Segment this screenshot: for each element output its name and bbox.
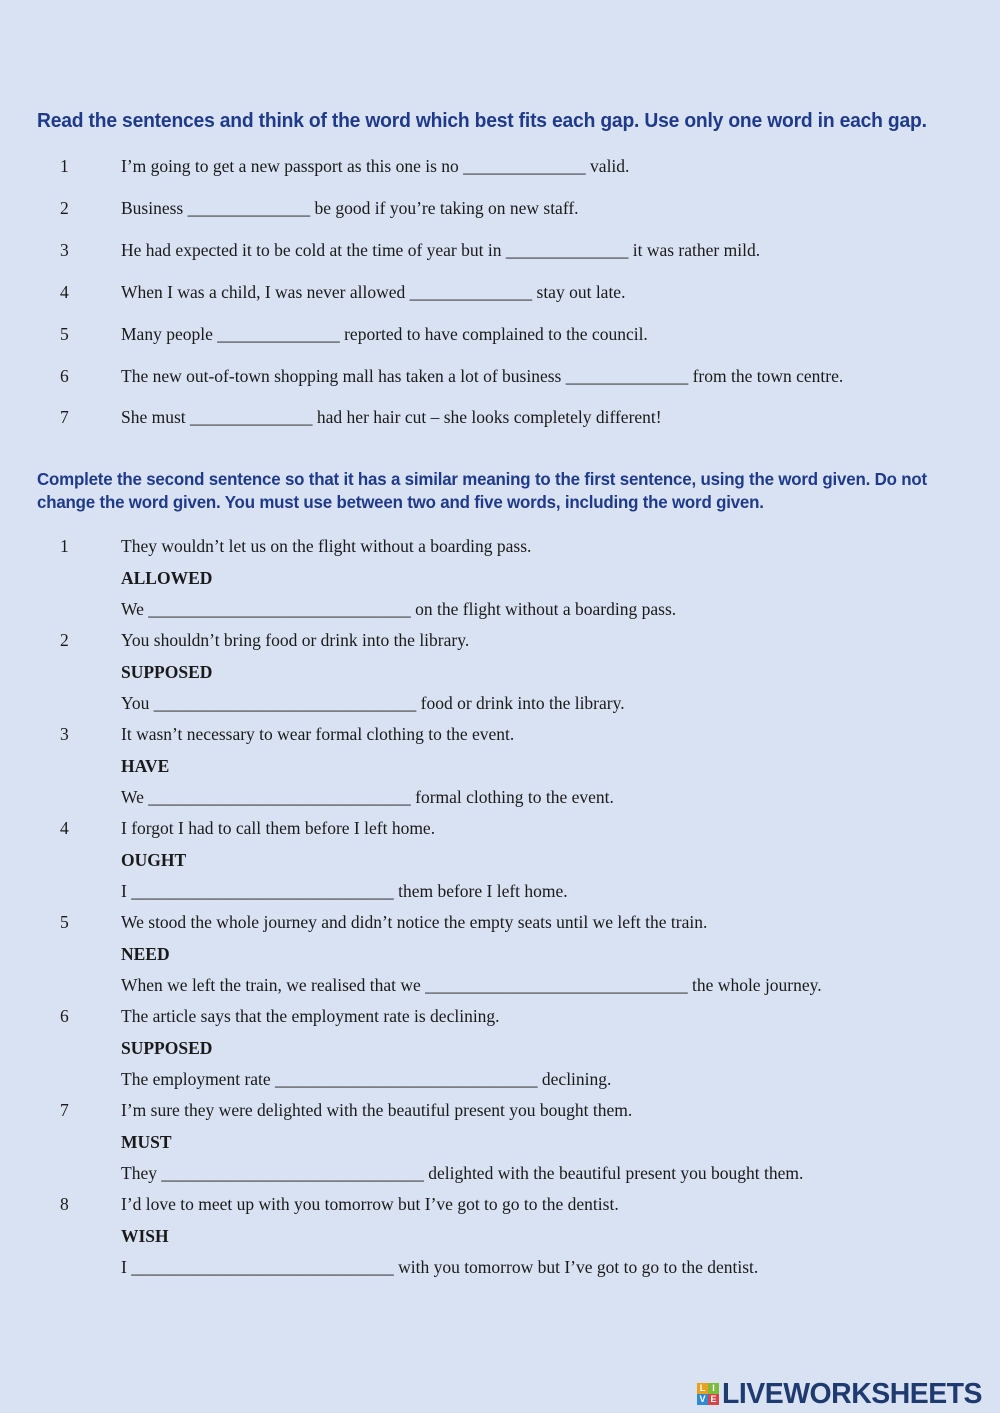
part2-item-keyword — [0, 754, 1000, 778]
item-number: 2 — [60, 630, 69, 650]
part2-instruction: Complete the second sentence so that it has a similar meaning to the first sentence, using the word given. Do not change the word given. You must use between two and five words, including the word given. — [37, 469, 927, 512]
rewrite-sentence: We ______________________________ formal clothing to the event. — [121, 787, 614, 807]
keyword: WISH — [121, 1226, 169, 1246]
item-number: 3 — [60, 724, 69, 744]
logo-letter: V — [697, 1394, 708, 1405]
keyword: SUPPOSED — [121, 1038, 213, 1058]
item-number: 6 — [60, 366, 69, 386]
rewrite-sentence: I ______________________________ them before I left home. — [121, 881, 568, 901]
keyword: SUPPOSED — [121, 662, 213, 682]
liveworksheets-logo — [697, 1378, 987, 1410]
logo-letter: I — [708, 1383, 719, 1394]
original-sentence: The article says that the employment rate is declining. — [121, 1006, 500, 1026]
liveworksheets-logo-icon — [697, 1383, 719, 1405]
keyword: HAVE — [121, 756, 170, 776]
logo-letter: L — [697, 1383, 708, 1394]
item-text: When I was a child, I was never allowed ______________ stay out late. — [121, 282, 626, 302]
item-number: 4 — [60, 818, 69, 838]
part2-item-sentence — [0, 1004, 1000, 1028]
original-sentence: It wasn’t necessary to wear formal clothing to the event. — [121, 724, 515, 744]
part2-item-sentence — [0, 816, 1000, 840]
part2-item-rewrite — [0, 1255, 1000, 1279]
part1-item — [0, 196, 1000, 220]
part2-item-rewrite — [0, 597, 1000, 621]
part2-item-sentence — [0, 722, 1000, 746]
rewrite-sentence: They ______________________________ delighted with the beautiful present you bought them. — [121, 1163, 804, 1183]
part2-item-keyword — [0, 942, 1000, 966]
item-number: 3 — [60, 240, 69, 260]
item-text: I’m going to get a new passport as this one is no ______________ valid. — [121, 156, 630, 176]
part1-item — [0, 405, 1000, 429]
part2-item-sentence — [0, 1192, 1000, 1216]
rewrite-sentence: We ______________________________ on the flight without a boarding pass. — [121, 599, 677, 619]
part2-item-rewrite — [0, 785, 1000, 809]
logo-text: LIVEWORKSHEETS — [722, 1377, 983, 1410]
item-number: 8 — [60, 1194, 69, 1214]
item-number: 2 — [60, 198, 69, 218]
item-number: 6 — [60, 1006, 69, 1026]
part2-item-sentence — [0, 1098, 1000, 1122]
keyword: MUST — [121, 1132, 172, 1152]
item-number: 1 — [60, 536, 69, 556]
part2-item-rewrite — [0, 691, 1000, 715]
item-number: 4 — [60, 282, 69, 302]
item-number: 7 — [60, 407, 69, 427]
item-number: 7 — [60, 1100, 69, 1120]
item-text: Business ______________ be good if you’re taking on new staff. — [121, 198, 579, 218]
part2-item-rewrite — [0, 973, 1000, 997]
item-number: 1 — [60, 156, 69, 176]
part2-item-sentence — [0, 910, 1000, 934]
part2-item-keyword — [0, 660, 1000, 684]
part1-item — [0, 238, 1000, 262]
part1-item — [0, 280, 1000, 304]
original-sentence: I forgot I had to call them before I left home. — [121, 818, 436, 838]
part2-item-rewrite — [0, 1067, 1000, 1091]
keyword: ALLOWED — [121, 568, 213, 588]
item-number: 5 — [60, 324, 69, 344]
part2-item-rewrite — [0, 1161, 1000, 1185]
part2-item-keyword — [0, 1224, 1000, 1248]
rewrite-sentence: I ______________________________ with you tomorrow but I’ve got to go to the dentist. — [121, 1257, 759, 1277]
item-text: The new out-of-town shopping mall has taken a lot of business ______________ from the town centre. — [121, 366, 844, 386]
original-sentence: I’m sure they were delighted with the beautiful present you bought them. — [121, 1100, 633, 1120]
item-number: 5 — [60, 912, 69, 932]
item-text: He had expected it to be cold at the time of year but in ______________ it was rather mild. — [121, 240, 761, 260]
original-sentence: We stood the whole journey and didn’t notice the empty seats until we left the train. — [121, 912, 708, 932]
part2-item-keyword — [0, 1130, 1000, 1154]
rewrite-sentence: You ______________________________ food or drink into the library. — [121, 693, 625, 713]
part1-item — [0, 154, 1000, 178]
part1-item — [0, 364, 1000, 388]
part1-instruction: Read the sentences and think of the word which best fits each gap. Use only one word in each gap. — [37, 109, 927, 132]
keyword: NEED — [121, 944, 170, 964]
keyword: OUGHT — [121, 850, 187, 870]
part2-item-rewrite — [0, 879, 1000, 903]
rewrite-sentence: When we left the train, we realised that we ______________________________ the whole journey. — [121, 975, 822, 995]
original-sentence: They wouldn’t let us on the flight without a boarding pass. — [121, 536, 532, 556]
part2-item-keyword — [0, 1036, 1000, 1060]
part1-item — [0, 322, 1000, 346]
rewrite-sentence: The employment rate ______________________________ declining. — [121, 1069, 612, 1089]
part2-item-keyword — [0, 848, 1000, 872]
item-text: Many people ______________ reported to have complained to the council. — [121, 324, 648, 344]
original-sentence: You shouldn’t bring food or drink into the library. — [121, 630, 470, 650]
original-sentence: I’d love to meet up with you tomorrow but I’ve got to go to the dentist. — [121, 1194, 619, 1214]
item-text: She must ______________ had her hair cut – she looks completely different! — [121, 407, 662, 427]
part2-item-sentence — [0, 628, 1000, 652]
logo-letter: E — [708, 1394, 719, 1405]
part2-item-keyword — [0, 566, 1000, 590]
part2-item-sentence — [0, 534, 1000, 558]
